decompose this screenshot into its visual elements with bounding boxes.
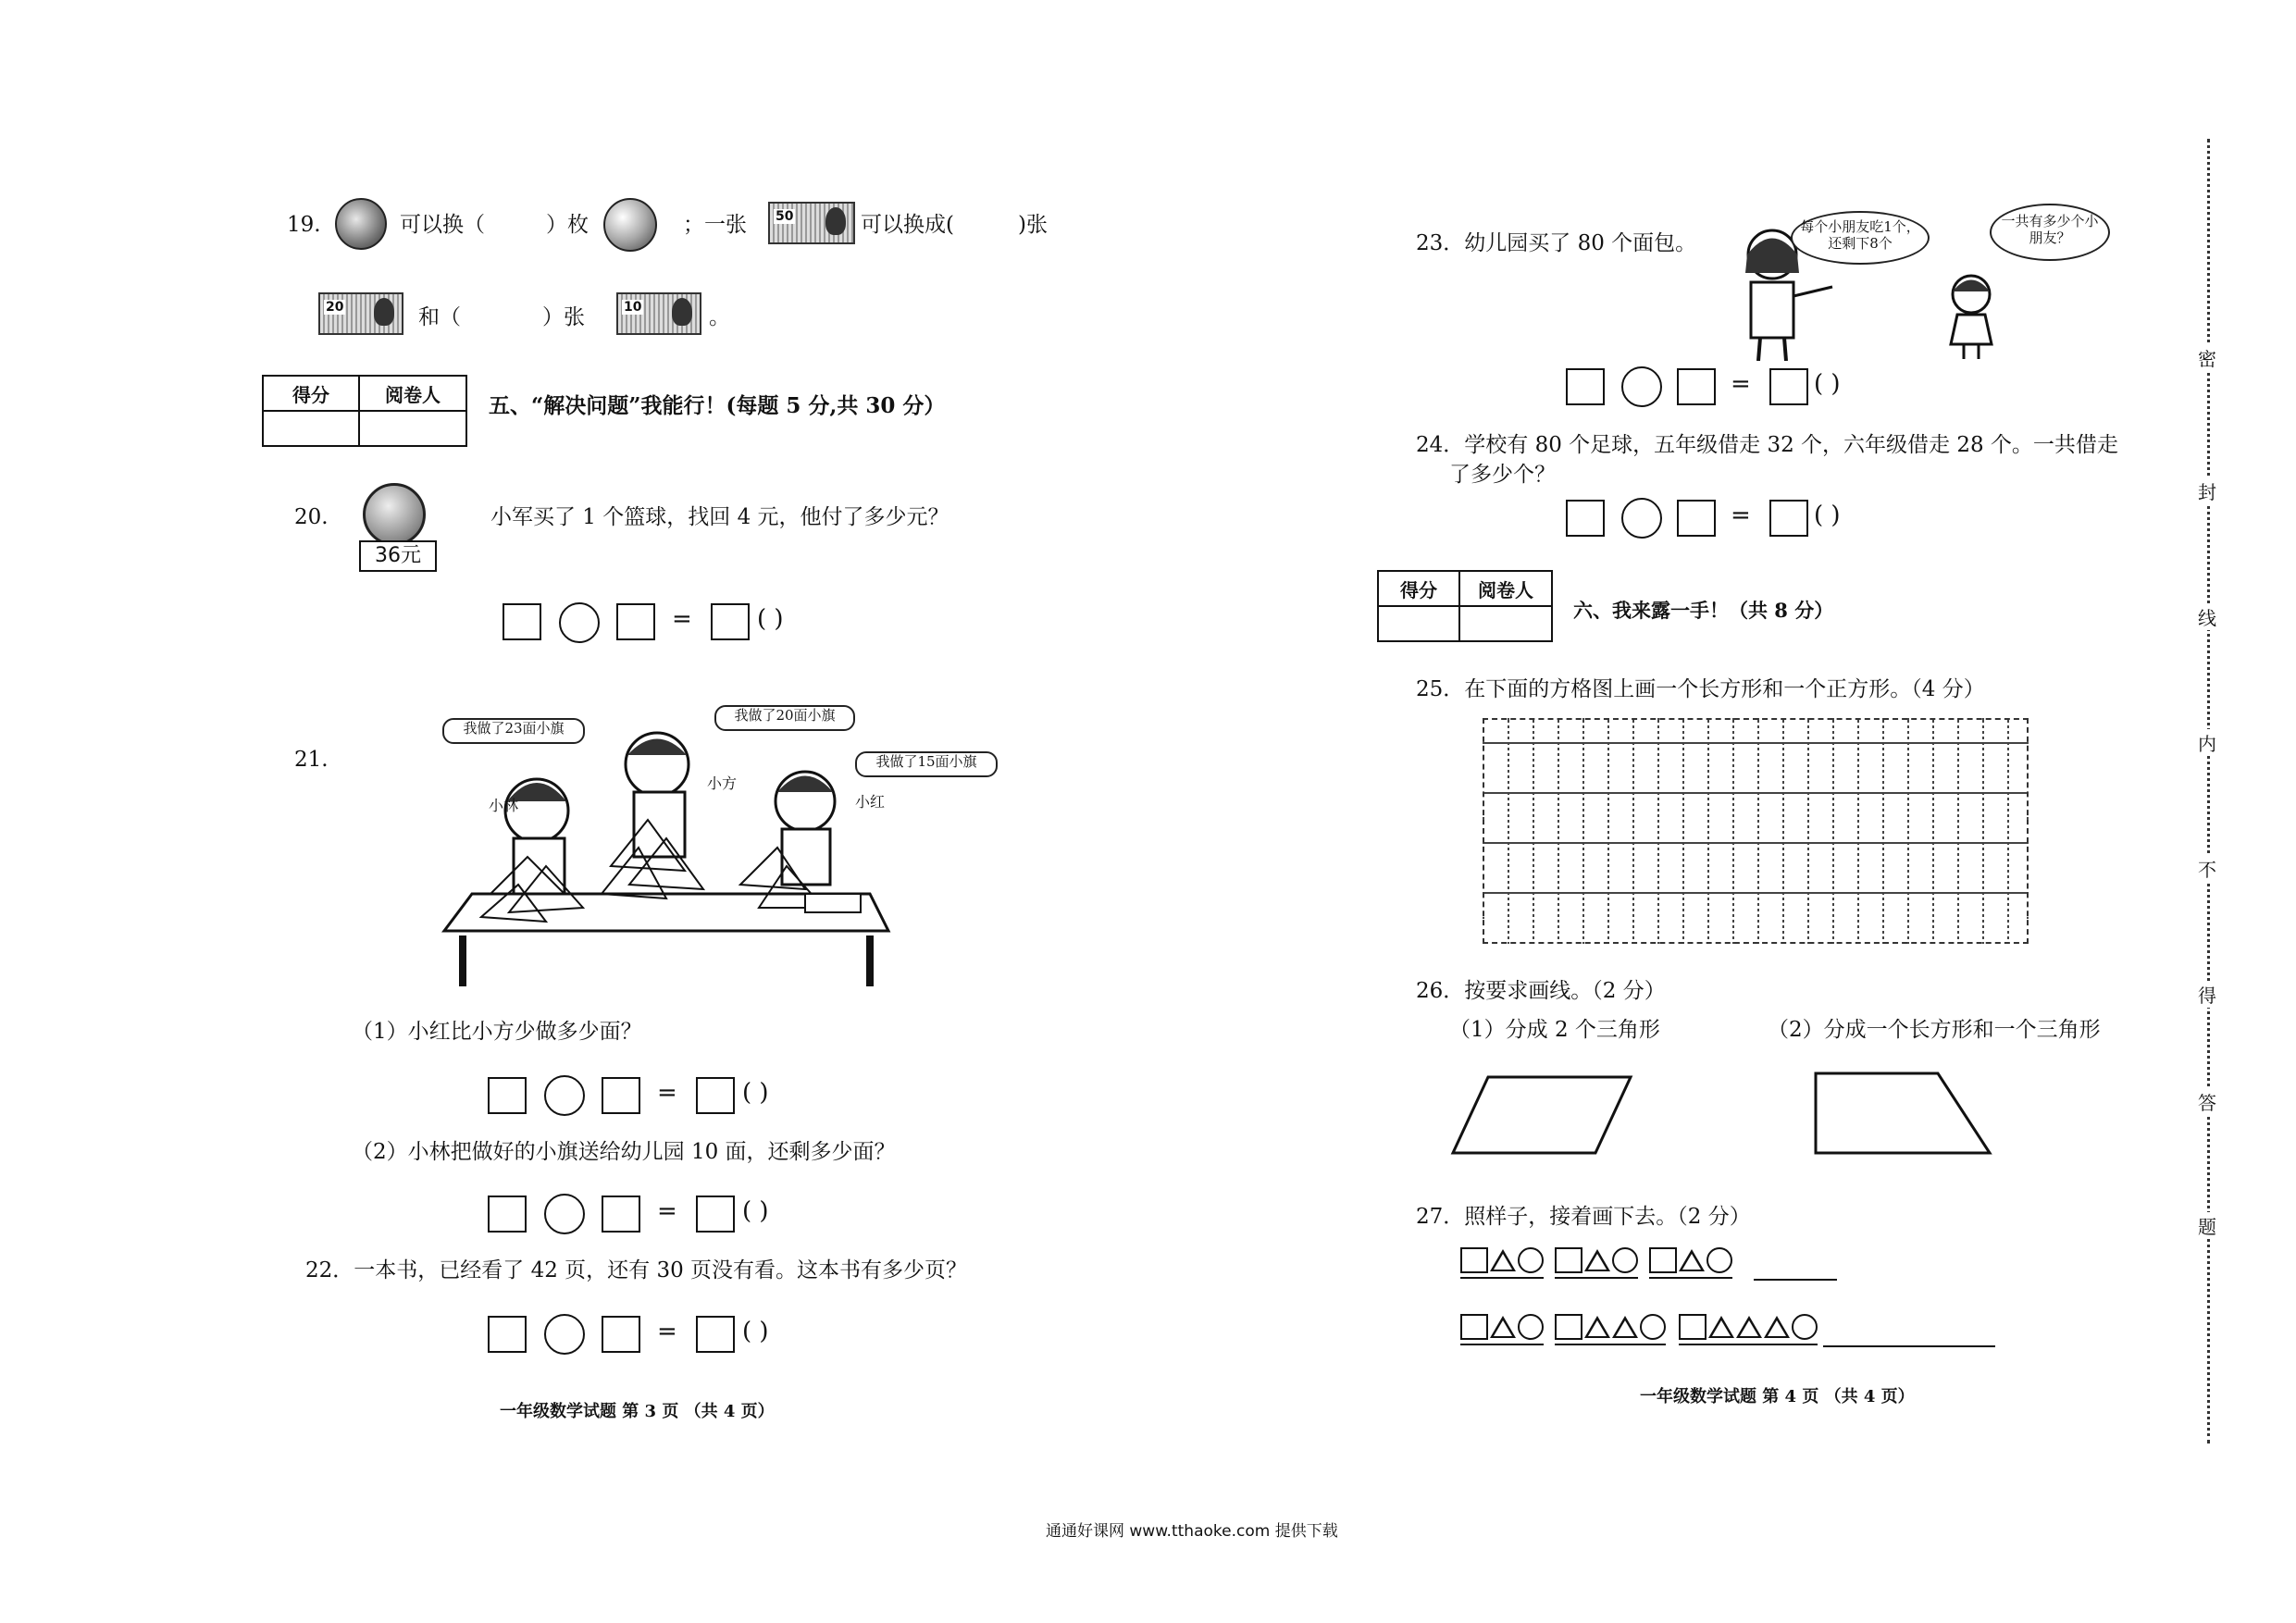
unit-paren[interactable]: ( )	[742, 1318, 769, 1345]
operator-circle[interactable]	[544, 1075, 585, 1116]
operator-circle[interactable]	[1621, 366, 1662, 407]
circle-shape	[1792, 1314, 1818, 1340]
speech-bubble: 我做了15面小旗	[855, 751, 998, 777]
triangle-shape	[1490, 1249, 1516, 1271]
pattern-group	[1555, 1314, 1666, 1345]
seal-char: 得	[2198, 981, 2216, 1008]
triangle-shape	[1612, 1316, 1638, 1338]
result-box[interactable]	[1769, 368, 1808, 405]
page-footer-left: 一年级数学试题 第 3 页 （共 4 页）	[500, 1402, 775, 1421]
seal-char: 封	[2198, 477, 2216, 504]
q24-line2: 了多少个？	[1449, 463, 1556, 487]
triangle-shape	[1679, 1249, 1705, 1271]
seal-char: 内	[2198, 729, 2216, 756]
q19-text-7: ）张	[542, 305, 585, 329]
square-shape	[1460, 1247, 1488, 1273]
grader-cell[interactable]	[1459, 606, 1552, 641]
q26-sub1: （1）分成 2 个三角形	[1449, 1018, 1660, 1042]
answer-box[interactable]	[1677, 500, 1716, 537]
answer-box[interactable]	[1566, 500, 1605, 537]
operator-circle[interactable]	[544, 1314, 585, 1355]
parallelogram-svg	[1449, 1073, 1634, 1157]
score-header: 得分	[263, 376, 359, 411]
q27-text: 27．照样子，接着画下去。（2 分）	[1416, 1205, 1751, 1229]
operator-circle[interactable]	[544, 1194, 585, 1234]
answer-box[interactable]	[488, 1196, 527, 1233]
fifty-yuan-note-icon	[768, 202, 855, 244]
speech-bubble: 我做了23面小旗	[442, 718, 585, 744]
pattern-group	[1679, 1314, 1818, 1345]
kid-name-label: 小红	[855, 793, 886, 811]
answer-box[interactable]	[602, 1077, 640, 1114]
answer-box[interactable]	[1566, 368, 1605, 405]
result-box[interactable]	[696, 1196, 735, 1233]
answer-box[interactable]	[503, 603, 541, 640]
seal-char: 不	[2198, 855, 2216, 882]
unit-paren[interactable]: ( )	[1814, 370, 1841, 398]
equals-sign: =	[657, 1318, 677, 1345]
girl-illustration	[1934, 268, 2008, 361]
seal-char: 线	[2198, 603, 2216, 630]
portrait-icon	[374, 298, 394, 326]
result-box[interactable]	[711, 603, 750, 640]
download-credit: 通通好课网 www.tthaoke.com 提供下载	[1046, 1522, 1338, 1541]
result-box[interactable]	[696, 1316, 735, 1353]
unit-paren[interactable]: ( )	[1814, 502, 1841, 529]
unit-paren[interactable]: ( )	[742, 1079, 769, 1107]
answer-line[interactable]	[1823, 1345, 1995, 1347]
answer-line[interactable]	[1754, 1279, 1837, 1281]
q21-sub2: （2）小林把做好的小旗送给幼儿园 10 面，还剩多少面？	[352, 1140, 896, 1164]
seal-char: 答	[2198, 1088, 2216, 1115]
girl-speech-bubble: 一共有多少个小朋友？	[1990, 204, 2110, 261]
seal-char: 题	[2198, 1212, 2216, 1239]
kid-name-label: 小方	[707, 774, 738, 792]
pattern-group	[1460, 1314, 1544, 1345]
answer-box[interactable]	[602, 1196, 640, 1233]
answer-box[interactable]	[1677, 368, 1716, 405]
q19-text-1: 可以换（	[400, 213, 485, 237]
grader-header: 阅卷人	[1459, 571, 1552, 606]
q19-text-8: 。	[709, 305, 730, 329]
square-shape	[1555, 1247, 1582, 1273]
square-shape	[1679, 1314, 1706, 1340]
seal-dotted-line	[2207, 139, 2210, 1443]
triangle-shape	[1736, 1316, 1762, 1338]
q19-number: 19.	[287, 213, 321, 237]
answer-box[interactable]	[488, 1316, 527, 1353]
trapezoid-shape[interactable]	[1812, 1070, 1993, 1157]
answer-box[interactable]	[488, 1077, 527, 1114]
q26-sub2: （2）分成一个长方形和一个三角形	[1768, 1018, 2101, 1042]
result-box[interactable]	[1769, 500, 1808, 537]
score-header: 得分	[1378, 571, 1459, 606]
answer-box[interactable]	[616, 603, 655, 640]
triangle-shape	[1708, 1316, 1734, 1338]
score-table-section6	[1377, 570, 1553, 642]
triangle-shape	[1584, 1249, 1610, 1271]
triangle-shape	[1764, 1316, 1790, 1338]
children-making-flags-illustration	[435, 700, 898, 996]
equals-sign: =	[1731, 502, 1751, 529]
speech-bubble: 我做了20面小旗	[714, 705, 855, 731]
price-tag: 36元	[359, 540, 437, 572]
operator-circle[interactable]	[1621, 498, 1662, 539]
q24-line1: 24．学校有 80 个足球，五年级借走 32 个，六年级借走 28 个。一共借走	[1416, 433, 2118, 457]
unit-paren[interactable]: ( )	[757, 605, 784, 633]
ten-yuan-note-icon	[616, 292, 701, 335]
equals-sign: =	[1731, 370, 1751, 398]
q19-text-6: 和（	[418, 305, 461, 329]
q25-text: 25．在下面的方格图上画一个长方形和一个正方形。（4 分）	[1416, 677, 1985, 701]
unit-paren[interactable]: ( )	[742, 1197, 769, 1225]
grader-header: 阅卷人	[359, 376, 466, 411]
coin-icon	[603, 198, 657, 252]
equals-sign: =	[657, 1079, 677, 1107]
page-footer-right: 一年级数学试题 第 4 页 （共 4 页）	[1640, 1387, 1915, 1406]
result-box[interactable]	[696, 1077, 735, 1114]
circle-shape	[1518, 1247, 1544, 1273]
one-yuan-coin-icon	[335, 198, 387, 250]
girl-svg	[1934, 268, 2008, 361]
parallelogram-shape[interactable]	[1449, 1073, 1634, 1157]
circle-shape	[1640, 1314, 1666, 1340]
basketball-icon	[363, 483, 426, 546]
illustration-svg	[435, 700, 898, 996]
twenty-yuan-note-icon	[318, 292, 403, 335]
q20-number: 20.	[294, 505, 329, 529]
triangle-shape	[1490, 1316, 1516, 1338]
pattern-group	[1555, 1247, 1638, 1279]
q19-text-3: ；一张	[683, 213, 747, 237]
circle-shape	[1518, 1314, 1544, 1340]
note-value: 10	[624, 300, 642, 315]
score-cell[interactable]	[1378, 606, 1459, 641]
portrait-icon	[672, 298, 692, 326]
pattern-group	[1460, 1247, 1544, 1279]
square-shape	[1555, 1314, 1582, 1340]
q21-number: 21.	[294, 748, 329, 772]
q20-text: 小军买了 1 个篮球，找回 4 元，他付了多少元？	[490, 505, 949, 529]
section6-title: 六、我来露一手！（共 8 分）	[1573, 599, 1834, 622]
square-shape	[1649, 1247, 1677, 1273]
answer-box[interactable]	[602, 1316, 640, 1353]
score-cell[interactable]	[263, 411, 359, 446]
score-table-section5	[262, 375, 467, 447]
drawing-grid[interactable]	[1483, 718, 2029, 944]
q22-text: 22．一本书，已经看了 42 页，还有 30 页没有看。这本书有多少页？	[305, 1258, 968, 1282]
square-shape	[1460, 1314, 1488, 1340]
circle-shape	[1706, 1247, 1732, 1273]
equals-sign: =	[672, 605, 692, 633]
equals-sign: =	[657, 1197, 677, 1225]
note-value: 20	[326, 300, 344, 315]
q19-text-5: )张	[1018, 213, 1048, 237]
pattern-group	[1649, 1247, 1732, 1279]
operator-circle[interactable]	[559, 602, 600, 643]
q19-text-4: 可以换成(	[861, 213, 954, 237]
teacher-speech-bubble: 每个小朋友吃1个，还剩下8个	[1791, 211, 1930, 265]
q21-sub1: （1）小红比小方少做多少面？	[352, 1020, 642, 1044]
kid-name-label: 小林	[489, 797, 519, 814]
seal-char: 密	[2198, 344, 2216, 371]
q23-text: 23．幼儿园买了 80 个面包。	[1416, 231, 1697, 255]
grader-cell[interactable]	[359, 411, 466, 446]
triangle-shape	[1584, 1316, 1610, 1338]
circle-shape	[1612, 1247, 1638, 1273]
trapezoid-svg	[1812, 1070, 1993, 1157]
portrait-icon	[825, 207, 846, 235]
q26-text: 26．按要求画线。（2 分）	[1416, 979, 1666, 1003]
section5-title: 五、“解决问题”我能行！(每题 5 分,共 30 分）	[489, 393, 946, 418]
note-value: 50	[776, 209, 794, 224]
q19-text-2: ）枚	[546, 213, 589, 237]
